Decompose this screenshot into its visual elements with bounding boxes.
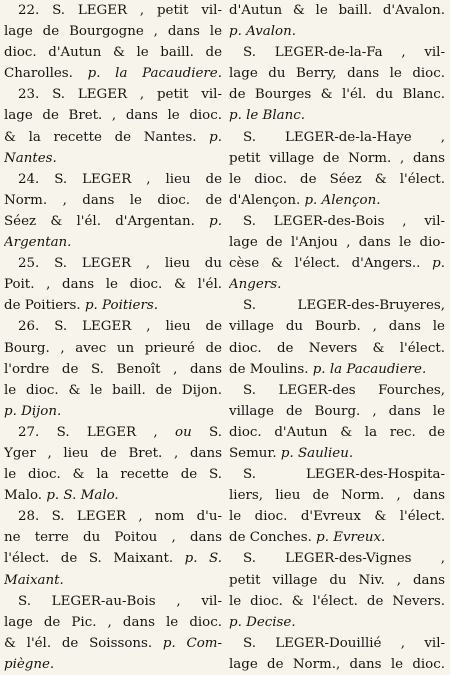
- text-line: [4, 21, 222, 42]
- text-line: [4, 169, 222, 190]
- text-span: de Conches.: [229, 530, 317, 546]
- text-line: [4, 570, 222, 591]
- italic-text: piègne.: [4, 656, 55, 672]
- text-line: [4, 548, 222, 569]
- text-line: [4, 422, 222, 443]
- text-span: S. LEGER-des-Hospita-: [243, 467, 445, 483]
- text-line: [229, 548, 445, 569]
- italic-text: p. Dijon.: [4, 403, 62, 419]
- text-span: ne terre du Poitou , dans: [4, 530, 222, 546]
- left-column: [4, 0, 222, 675]
- italic-text: p.: [209, 213, 222, 229]
- text-span: petit village du Niv. , dans: [229, 572, 445, 588]
- text-span: lage de Pic. , dans le dioc.: [4, 614, 222, 630]
- text-line: [4, 232, 222, 253]
- italic-text: p. la Pacaudiere.: [87, 66, 222, 82]
- text-line: [229, 316, 445, 337]
- text-line: [4, 63, 222, 84]
- text-line: [229, 253, 445, 274]
- text-span: lage de Bret. , dans le dioc.: [4, 108, 222, 124]
- text-span: dioc. de Nevers & l'élect.: [229, 340, 445, 356]
- text-span: l'élect. de S. Maixant.: [4, 551, 185, 567]
- text-span: 28. S. LEGER , nom d'u-: [18, 509, 222, 525]
- text-line: [229, 359, 445, 380]
- text-span: Bourg. , avec un prieuré de: [4, 340, 222, 356]
- text-line: [4, 42, 222, 63]
- text-line: [229, 84, 445, 105]
- text-line: [229, 169, 445, 190]
- text-span: Séez & l'él. d'Argentan.: [4, 213, 210, 229]
- text-line: [4, 443, 222, 464]
- text-span: lage du Berry, dans le dioc.: [229, 66, 445, 82]
- text-span: dioc. d'Autun & le baill. de: [4, 45, 222, 61]
- text-line: [4, 0, 222, 21]
- text-line: [4, 127, 222, 148]
- italic-text: p. Poitiers.: [84, 298, 158, 314]
- text-line: [229, 338, 445, 359]
- text-span: village du Bourb. , dans le: [229, 319, 445, 335]
- text-line: [229, 443, 445, 464]
- text-span: & la recette de Nantes.: [4, 129, 210, 145]
- text-line: [4, 148, 222, 169]
- text-span: d'Autun & le baill. d'Avalon.: [229, 3, 445, 18]
- text-line: [4, 527, 222, 548]
- text-span: lage de Norm., dans le dioc.: [229, 656, 445, 672]
- text-span: Yger , lieu de Bret. , dans: [4, 445, 222, 461]
- italic-text: p. Evreux.: [316, 530, 386, 546]
- text-span: petit village de Norm. , dans: [229, 150, 445, 166]
- text-span: 24. S. LEGER , lieu de: [18, 171, 222, 187]
- text-line: [229, 274, 445, 295]
- text-line: [4, 506, 222, 527]
- text-span: S. LEGER-des Fourches,: [243, 382, 445, 398]
- text-span: & l'él. de Soissons.: [4, 635, 163, 651]
- text-line: [229, 63, 445, 84]
- text-span: S. LEGER-de-la-Fa , vil-: [243, 45, 445, 61]
- text-line: [229, 211, 445, 232]
- italic-text: Nantes.: [4, 150, 57, 166]
- text-span: d'Alençon.: [229, 192, 305, 208]
- text-line: [4, 591, 222, 612]
- text-span: liers, lieu de Norm. , dans: [229, 488, 445, 504]
- text-line: [229, 506, 445, 527]
- text-span: le dioc. & le baill. de Dijon.: [4, 382, 222, 398]
- text-span: dioc. d'Autun & la rec. de: [229, 424, 445, 440]
- text-span: S. LEGER-des-Bois , vil-: [243, 213, 445, 229]
- text-line: [229, 148, 445, 169]
- text-line: [229, 654, 445, 675]
- text-span: S. LEGER-au-Bois , vil-: [18, 593, 222, 609]
- text-span: S. LEGER-des-Vignes ,: [243, 551, 445, 567]
- text-line: [229, 485, 445, 506]
- text-span: S. LEGER-de-la-Haye ,: [243, 129, 445, 145]
- italic-text: p. Saulieu.: [280, 445, 354, 461]
- italic-text: ou: [175, 424, 192, 440]
- text-span: le dioc. & la recette de S.: [4, 467, 222, 483]
- italic-text: p. Decise.: [229, 614, 296, 630]
- text-line: [229, 401, 445, 422]
- text-line: [229, 380, 445, 401]
- italic-text: Maixant.: [4, 572, 64, 588]
- italic-text: p.: [432, 256, 445, 272]
- text-span: Poit. , dans le dioc. & l'él.: [4, 277, 222, 293]
- text-span: village de Bourg. , dans le: [229, 403, 445, 419]
- text-line: [229, 0, 445, 21]
- right-column: [229, 0, 445, 675]
- text-span: lage de Bourgogne , dans le: [4, 24, 222, 40]
- italic-text: p. Com-: [162, 635, 222, 651]
- text-span: S.: [191, 424, 222, 440]
- text-span: cèse & l'élect. d'Angers..: [229, 256, 433, 272]
- text-line: [4, 464, 222, 485]
- text-span: 22. S. LEGER , petit vil-: [18, 3, 222, 18]
- text-span: de Poitiers.: [4, 298, 85, 314]
- text-line: [229, 232, 445, 253]
- italic-text: p. la Pacaudiere.: [312, 361, 427, 377]
- text-span: de Moulins.: [229, 361, 313, 377]
- text-line: [4, 380, 222, 401]
- text-span: Charolles.: [4, 66, 88, 82]
- text-line: [4, 633, 222, 654]
- text-line: [4, 274, 222, 295]
- italic-text: p.: [209, 129, 222, 145]
- text-span: S. LEGER-des-Bruyeres,: [243, 298, 445, 314]
- italic-text: Argentan.: [4, 235, 72, 251]
- text-span: 27. S. LEGER ,: [18, 424, 176, 440]
- text-span: S. LEGER-Douillié , vil-: [243, 635, 445, 651]
- text-line: [229, 464, 445, 485]
- italic-text: p. S.: [184, 551, 222, 567]
- text-line: [4, 485, 222, 506]
- italic-text: Angers.: [229, 277, 282, 293]
- text-line: [229, 527, 445, 548]
- text-span: le dioc. de Séez & l'élect.: [229, 171, 445, 187]
- text-line: [229, 591, 445, 612]
- text-line: [229, 190, 445, 211]
- italic-text: p. le Blanc.: [229, 108, 306, 124]
- text-line: [229, 612, 445, 633]
- text-line: [4, 359, 222, 380]
- text-span: le dioc. d'Evreux & l'élect.: [229, 509, 445, 525]
- text-span: Norm. , dans le dioc. de: [4, 192, 222, 208]
- text-line: [4, 105, 222, 126]
- text-span: le dioc. & l'élect. de Nevers.: [229, 593, 445, 609]
- text-span: 23. S. LEGER , petit vil-: [18, 87, 222, 103]
- text-line: [229, 42, 445, 63]
- text-line: [4, 190, 222, 211]
- text-line: [229, 422, 445, 443]
- text-span: lage de l'Anjou , dans le dio-: [229, 235, 445, 251]
- text-line: [4, 654, 222, 675]
- text-line: [229, 21, 445, 42]
- text-span: l'ordre de S. Benoît , dans: [4, 361, 222, 377]
- text-line: [4, 84, 222, 105]
- text-line: [4, 338, 222, 359]
- text-span: Semur.: [229, 445, 281, 461]
- text-line: [229, 127, 445, 148]
- text-span: Malo.: [4, 488, 47, 504]
- text-line: [229, 570, 445, 591]
- italic-text: p. Alençon.: [304, 192, 381, 208]
- text-span: de Bourges & l'él. du Blanc.: [229, 87, 445, 103]
- text-line: [4, 295, 222, 316]
- text-span: 25. S. LEGER , lieu du: [18, 256, 222, 272]
- text-line: [4, 316, 222, 337]
- text-line: [4, 401, 222, 422]
- text-line: [4, 253, 222, 274]
- italic-text: p. S. Malo.: [46, 488, 119, 504]
- text-line: [4, 211, 222, 232]
- text-span: 26. S. LEGER , lieu de: [18, 319, 222, 335]
- text-line: [4, 612, 222, 633]
- text-line: [229, 295, 445, 316]
- italic-text: p. Avalon.: [229, 24, 296, 40]
- text-line: [229, 633, 445, 654]
- text-line: [229, 105, 445, 126]
